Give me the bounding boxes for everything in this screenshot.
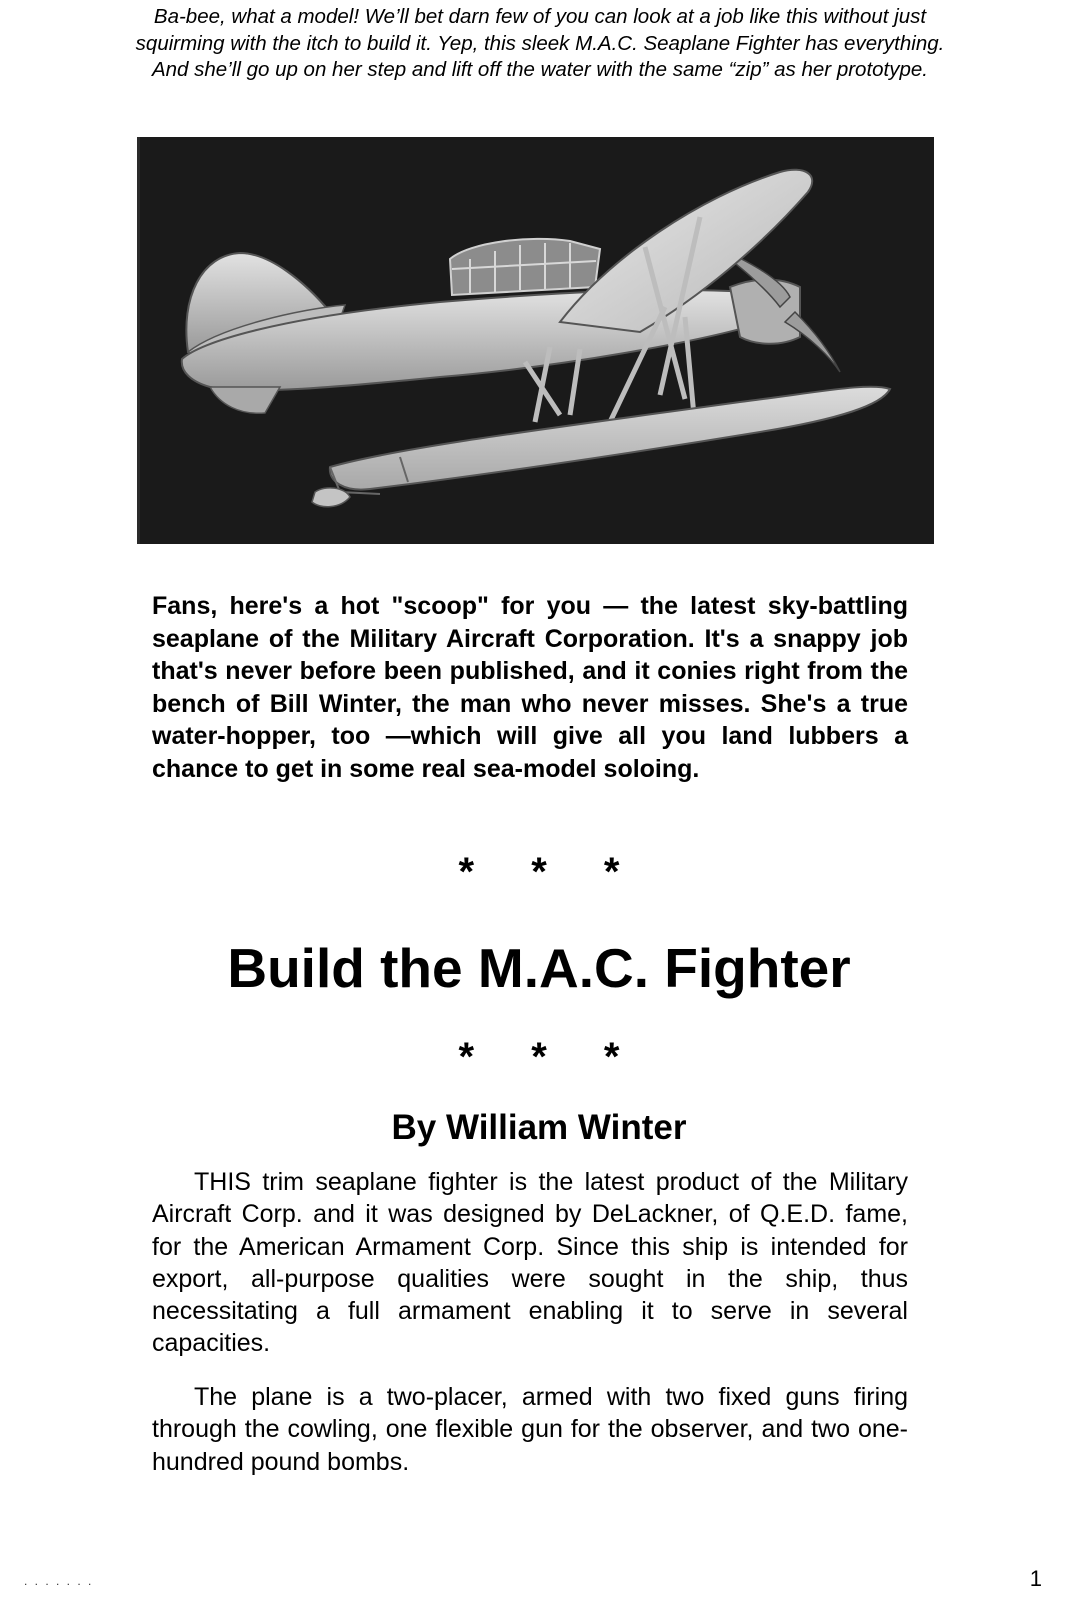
body-paragraph: THIS trim seaplane fighter is the latest product of the Military Aircraft Corp. and it was designed by DeLackner, of Q.E.D. fame, for the American Armament Corp. Since this ship is intended for export, all-purpose qualities were sought in the ship, thus necessitating a full armament enabling it to serve in several capacities. <box>152 1168 908 1358</box>
seaplane-illustration <box>140 137 934 544</box>
body-paragraph: The plane is a two-placer, armed with two fixed guns firing through the cowling, one flexible gun for the observer, and two one-hundred pound bombs. <box>152 1383 908 1476</box>
separator-stars-bottom: * * * <box>458 1035 620 1079</box>
footer-marks: . . . . . . . <box>24 1574 94 1588</box>
photo-caption: Ba-bee, what a model! We’ll bet darn few of you can look at a job like this without just squirming with the itch to build it. Yep, this sleek M.A.C. Seaplane Fighter has everything. And she’ll go up on her step and lift off the water with the same “zip” as her prototype. <box>135 5 945 81</box>
seaplane-model-photo <box>137 137 934 544</box>
intro-paragraph: Fans, here's a hot "scoop" for you — the latest sky-battling seaplane of the Military Aircraft Corporation. It's a snappy job that's never before been published, and it conies right from the bench of Bill Winter, the man who never misses. She's a true water-hopper, too —which will give all you land lubbers a chance to get in some real sea-model soloing. <box>152 592 908 783</box>
page-number: 1 <box>1029 1566 1042 1591</box>
author-byline: By William Winter <box>391 1108 687 1147</box>
separator-stars-top: * * * <box>458 850 620 894</box>
article-title: Build the M.A.C. Fighter <box>227 937 851 999</box>
